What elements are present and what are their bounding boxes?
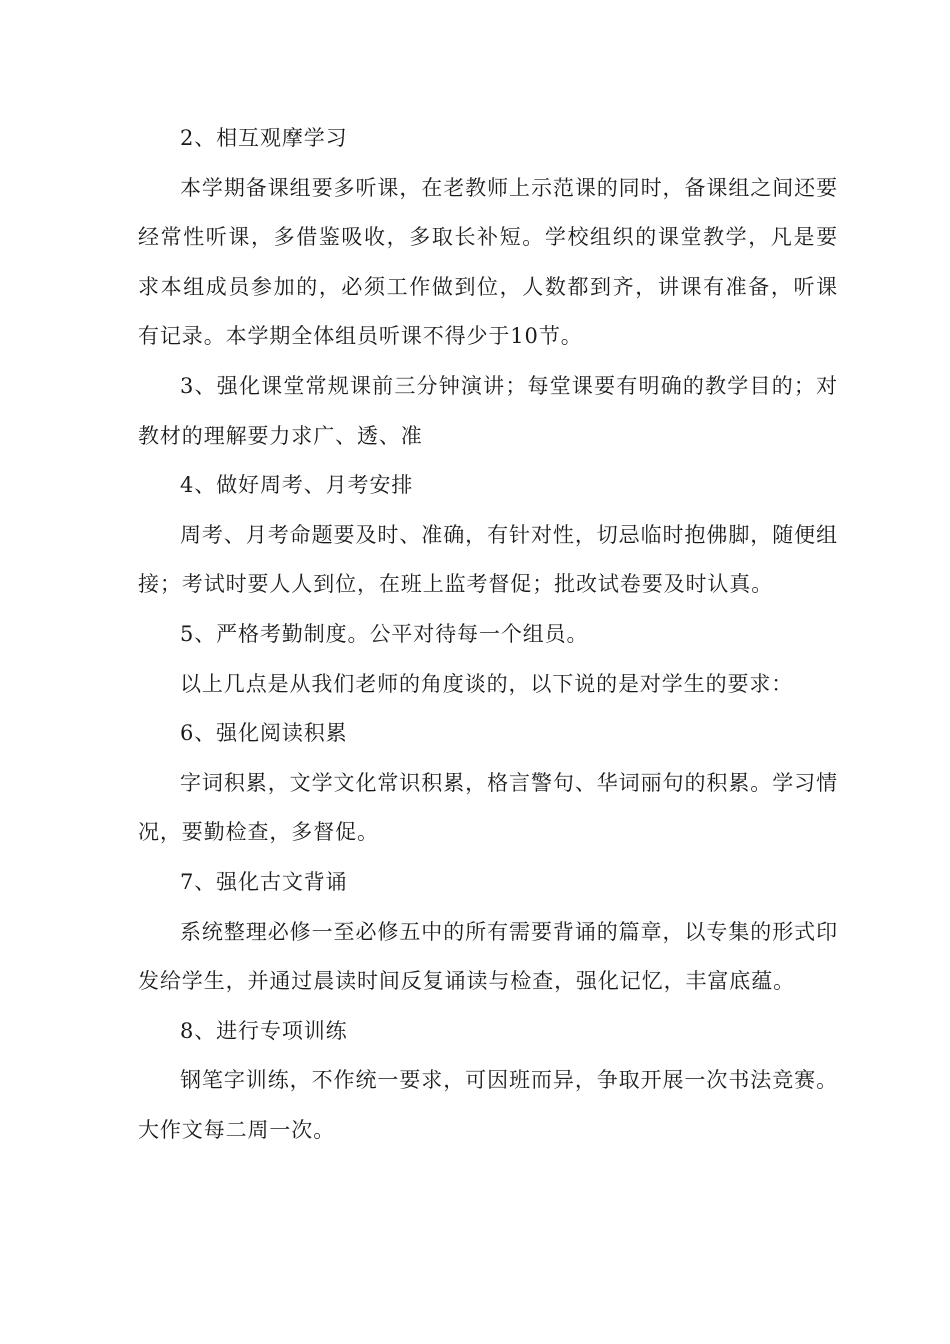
paragraph-observation-details: 本学期备课组要多听课，在老教师上示范课的同时，备课组之间还要经常性听课，多借鉴吸收，多取长补短。学校组织的课堂教学，凡是要求本组成员参加的，必须工作做到位，人数都到齐，讲课有准备，听课有记录。本学期全体组员听课不得少于10节。 [138,175,838,349]
heading-weekly-monthly-exams: 4、做好周考、月考安排 [180,473,414,498]
paragraph-reading-details: 字词积累，文学文化常识积累，格言警句、华词丽句的积累。学习情况，要勤检查，多督促。 [138,770,838,845]
heading-special-training: 8、进行专项训练 [180,1018,348,1043]
heading-attendance-system: 5、严格考勤制度。公平对待每一个组员。 [180,621,589,646]
paragraph-student-requirements-intro: 以上几点是从我们老师的角度谈的，以下说的是对学生的要求： [180,671,794,696]
heading-mutual-observation: 2、相互观摩学习 [180,126,348,150]
heading-classroom-routine: 3、强化课堂常规课前三分钟演讲；每堂课要有明确的教学目的；对教材的理解要力求广、透、准 [138,373,838,448]
document-body [138,114,838,1155]
paragraph-recitation-details: 系统整理必修一至必修五中的所有需要背诵的篇章，以专集的形式印发给学生，并通过晨读时间反复诵读与检查，强化记忆，丰富底蕴。 [138,919,838,994]
paragraph-training-details: 钢笔字训练，不作统一要求，可因班而异，争取开展一次书法竞赛。大作文每二周一次。 [138,1068,838,1142]
heading-classical-recitation: 7、强化古文背诵 [180,869,348,894]
heading-reading-accumulation: 6、强化阅读积累 [180,721,348,746]
paragraph-exam-details: 周考、月考命题要及时、准确，有针对性，切忌临时抱佛脚，随便组接；考试时要人人到位，在班上监考督促；批改试卷要及时认真。 [138,522,838,597]
